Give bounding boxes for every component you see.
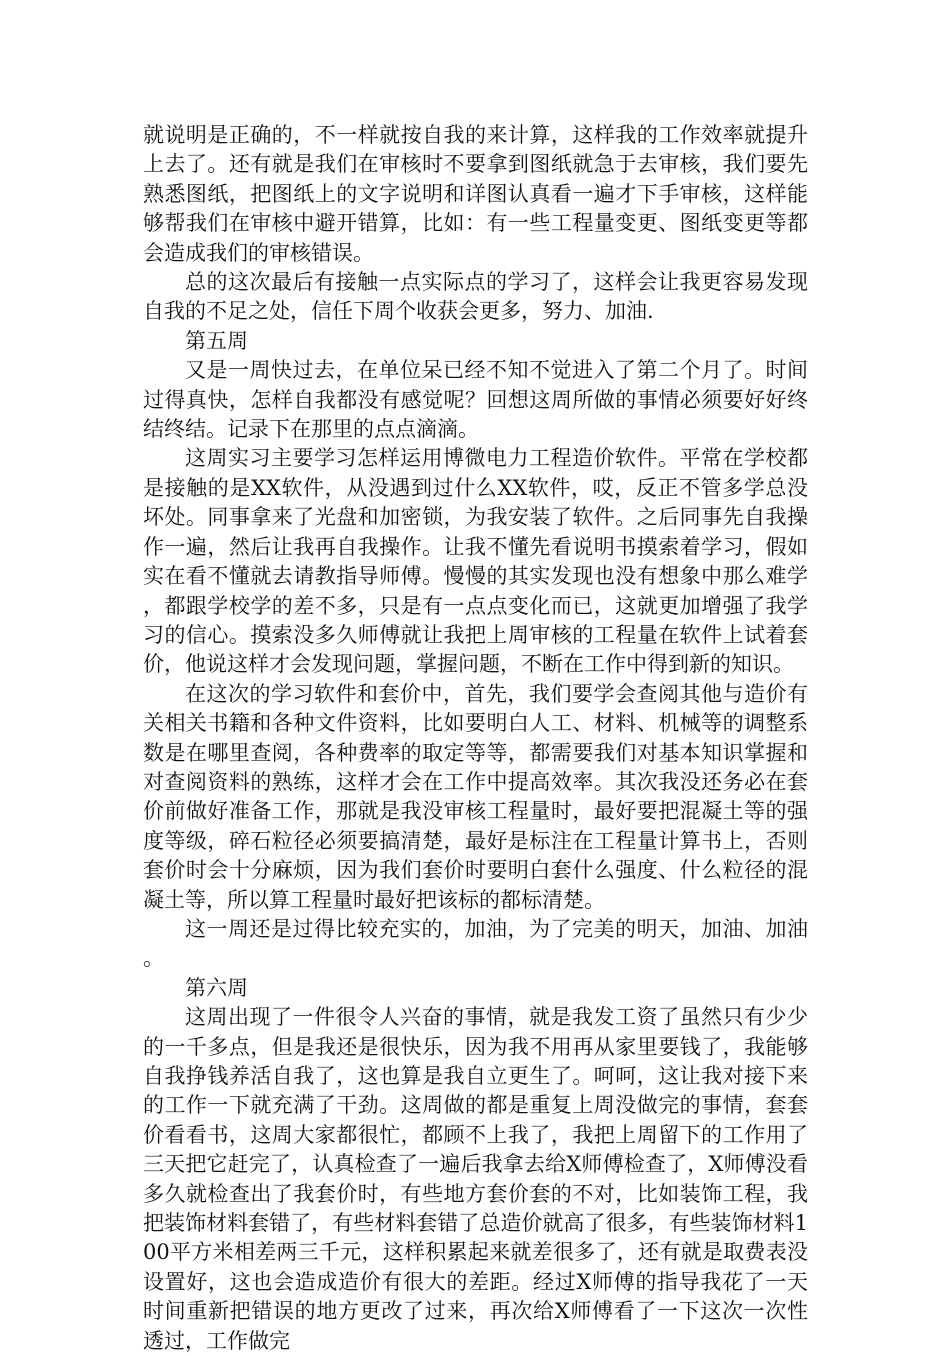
paragraph-7: 这周出现了一件很令人兴奋的事情，就是我发工资了虽然只有少少的一千多点，但是我还是很快乐，因为我不用再从家里要钱了，我能够自我挣钱养活自我了，这也算是我自立更生了。呵呵，这让我对接下来的工作一下就充满了干劲。这周做的都是重复上周没做完的事情，套套价看看书，这周大家都很忙，都顾不上我了，我把上周留下的工作用了三天把它赶完了，认真检查了一遍后我拿去给X师傅检查了，X师傅没看多久就检查出了我套价时，有些地方套价套的不对，比如装饰工程，我把装饰材料套错了，有些材料套错了总造价就高了很多，有些装饰材料100平方米相差两三千元，这样积累起来就差很多了，还有就是取费表没设置好，这也会造成造价有很大的差距。经过X师傅的指导我花了一天时间重新把错误的地方更改了过来，再次给X师傅看了一下这次一次性透过，工作做完 <box>143 1005 808 1353</box>
document-body <box>143 121 808 1356</box>
paragraph-3: 又是一周快过去，在单位呆已经不知不觉进入了第二个月了。时间过得真快，怎样自我都没有感觉呢？回想这周所做的事情必须要好好终结终结。记录下在那里的点点滴滴。 <box>143 358 808 442</box>
paragraph-1: 就说明是正确的，不一样就按自我的来计算，这样我的工作效率就提升上去了。还有就是我们在审核时不要拿到图纸就急于去审核，我们要先熟悉图纸，把图纸上的文字说明和详图认真看一遍才下手审核，这样能够帮我们在审核中避开错算，比如：有一些工程量变更、图纸变更等都会造成我们的审核错误。 <box>143 123 808 265</box>
section-heading-week-5: 第五周 <box>185 328 248 353</box>
paragraph-6: 这一周还是过得比较充实的，加油，为了完美的明天，加油、加油。 <box>143 916 808 971</box>
paragraph-4: 这周实习主要学习怎样运用博微电力工程造价软件。平常在学校都是接触的是XX软件，从没遇到过什么XX软件，哎，反正不管多学总没坏处。同事拿来了光盘和加密锁，为我安装了软件。之后同事先自我操作一遍，然后让我再自我操作。让我不懂先看说明书摸索着学习，假如实在看不懂就去请教指导师傅。慢慢的其实发现也没有想象中那么难学，都跟学校学的差不多，只是有一点点变化而已，这就更加增强了我学习的信心。摸索没多久师傅就让我把上周审核的工程量在软件上试着套价，他说这样才会发现问题，掌握问题，不断在工作中得到新的知识。 <box>143 446 808 677</box>
paragraph-2: 总的这次最后有接触一点实际点的学习了，这样会让我更容易发现自我的不足之处，信任下周个收获会更多，努力、加油. <box>143 270 808 324</box>
section-heading-week-6: 第六周 <box>185 975 248 1000</box>
paragraph-5: 在这次的学习软件和套价中，首先，我们要学会查阅其他与造价有关相关书籍和各种文件资料，比如要明白人工、材料、机械等的调整系数是在哪里查阅，各种费率的取定等等，都需要我们对基本知识掌握和对查阅资料的熟练，这样才会在工作中提高效率。其次我没还务必在套价前做好准备工作，那就是我没审核工程量时，最好要把混凝土等的强度等级，碎石粒径必须要搞清楚，最好是标注在工程量计算书上，否则套价时会十分麻烦，因为我们套价时要明白套什么强度、什么粒径的混凝土等，所以算工程量时最好把该标的都标清楚。 <box>143 681 808 912</box>
